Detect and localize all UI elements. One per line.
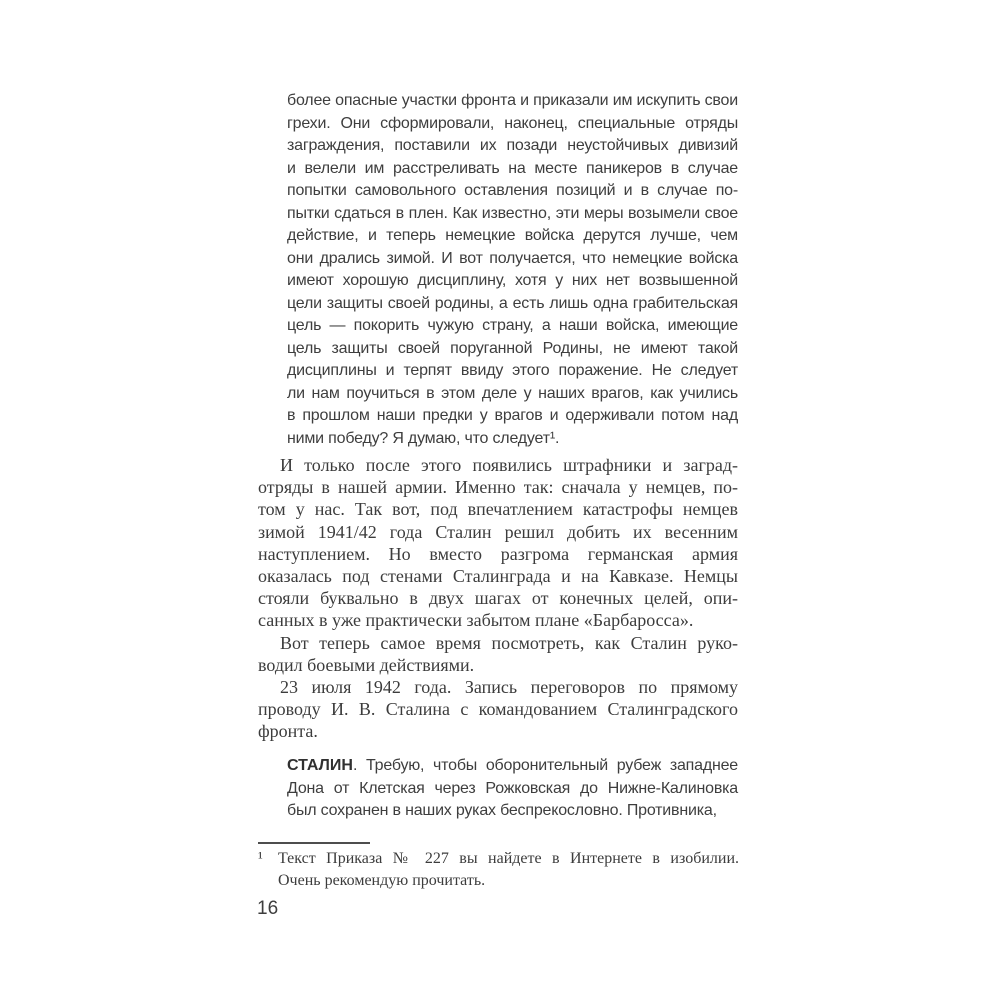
- text-line: пытки сдаться в плен. Как известно, эти меры возымели свое: [287, 204, 738, 222]
- text-line: санных в уже практически забытом плане «Барбаросса».: [258, 610, 694, 631]
- text-line: фронта.: [258, 721, 318, 742]
- text-line: оказалась под стенами Сталинграда и на Кавказе. Немцы: [258, 566, 738, 587]
- text-line: проводу И. В. Сталина с командованием Сталинградского: [258, 699, 738, 720]
- text-line: цель — покорить чужую страну, а наши войска, имеющие: [287, 317, 738, 334]
- text-line: СТАЛИН. Требую, чтобы оборонительный рубеж западнее: [287, 757, 738, 774]
- text-line: цель защиты своей поруганной Родины, не имеют такой: [287, 339, 738, 357]
- text-line: действие, и теперь немецкие войска дерутся лучше, чем: [287, 227, 738, 244]
- text-line: водил боевыми действиями.: [258, 654, 475, 675]
- text-line: ли нам поучиться в этом деле у наших врагов, как учились: [287, 384, 738, 402]
- text-line: они дрались зимой. И вот получается, что немецкие войска: [287, 249, 738, 267]
- page-number: 16: [257, 898, 279, 919]
- footnote-divider: [258, 842, 370, 844]
- text-line: Вот теперь самое время посмотреть, как Сталин руко-: [280, 632, 738, 653]
- speaker-name: СТАЛИН: [287, 757, 353, 774]
- text-line: грехи. Они сформировали, наконец, специальные отряды: [287, 114, 738, 132]
- text-line: Дона от Клетская через Рожковская до Нижне-Калиновка: [287, 779, 738, 797]
- text-line: заграждения, поставили их позади неустойчивых дивизий: [287, 137, 738, 154]
- text-line: зимой 1941/42 года Сталин решил добить их весенним: [258, 521, 738, 542]
- block-quote-order227: [287, 90, 738, 450]
- text-line: том у нас. Так вот, под впечатлением катастрофы немцев: [258, 499, 738, 520]
- dialogue-quote-stalin: [287, 755, 738, 823]
- text-line: И только после этого появились штрафники и заград-: [280, 455, 738, 475]
- text-line: 23 июля 1942 года. Запись переговоров по прямому: [280, 677, 738, 698]
- text-line: Очень рекомендую прочитать.: [278, 871, 486, 889]
- text-line: наступлением. Но вместо разгрома германская армия: [258, 543, 738, 564]
- text-line: был сохранен в наших руках беспрекословно. Противника,: [287, 802, 717, 819]
- text-line: ¹ Текст Приказа № 227 вы найдете в Интернете в изобилии.: [258, 848, 739, 870]
- footnote-marker: ¹: [258, 850, 263, 867]
- text-line: более опасные участки фронта и приказали им искупить свои: [287, 92, 738, 109]
- footnote: [258, 848, 739, 891]
- text-line: дисциплины и терпят ввиду этого поражение. Не следует: [287, 362, 738, 379]
- text-line: и велели им расстреливать на месте паникеров в случае: [287, 159, 738, 177]
- body-text: [258, 454, 738, 743]
- text-line: попытки самовольного оставления позиций и в случае по-: [287, 182, 738, 199]
- text-line: в прошлом наши предки у врагов и одерживали потом над: [287, 407, 738, 424]
- text-line: цели защиты своей родины, а есть лишь одна грабительская: [287, 294, 738, 312]
- text-line: отряды в нашей армии. Именно так: сначала у немцев, по-: [258, 477, 738, 498]
- text-line: ними победу? Я думаю, что следует¹.: [287, 429, 560, 447]
- text-line: стояли буквально в двух шагах от конечных целей, опи-: [258, 588, 738, 609]
- text-line: имеют хорошую дисциплину, хотя у них нет возвышенной: [287, 272, 738, 289]
